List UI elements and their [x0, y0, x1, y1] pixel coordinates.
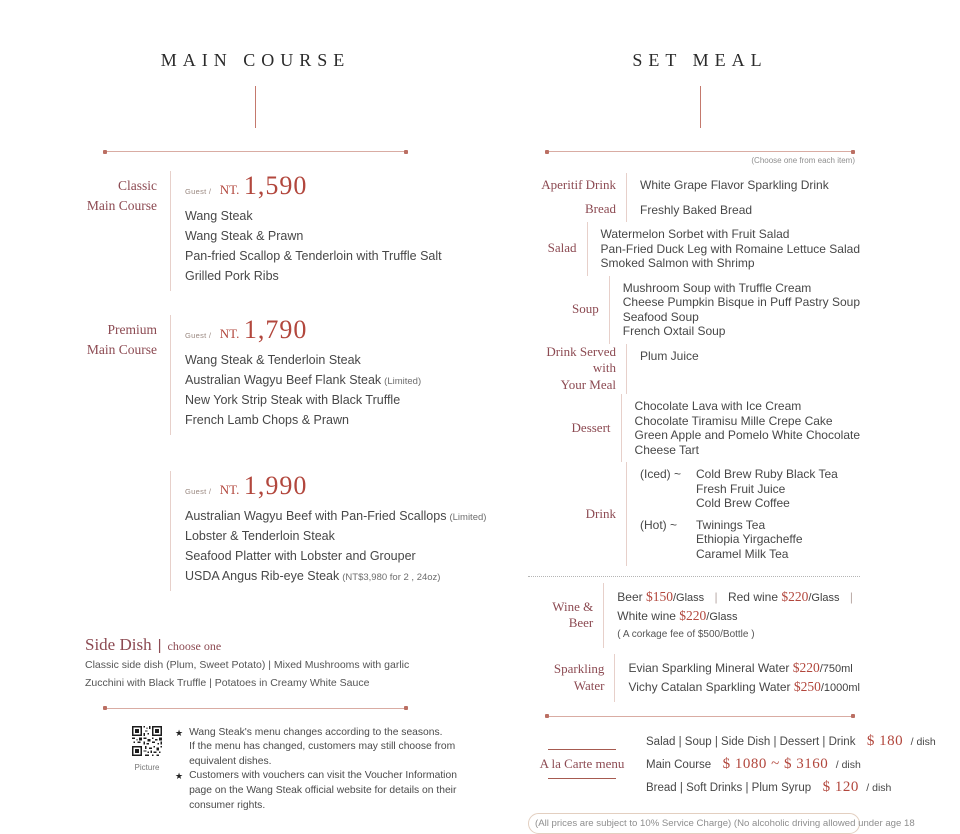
- set-meal-bottom-rule: [545, 716, 855, 717]
- guest-label: Guest /: [185, 187, 212, 196]
- notes-list: [175, 726, 457, 814]
- drink-row: Drink (Iced) ~ Cold Brew Ruby Black Tea Fresh Fruit Juice Cold Brew Coffee (Hot) ~ Twinings Tea Ethiopia Yirgacheffe Caramel Milk Tea: [528, 462, 860, 566]
- menu-item: Cold Brew Ruby Black Tea: [696, 467, 838, 482]
- corkage-note: ( A corkage fee of $500/Bottle ): [617, 629, 755, 641]
- note-text: Customers with vouchers can visit the Voucher Information page on the Wang Steak official website for details on their consumer rights.: [189, 770, 457, 811]
- set-meal-rows: [528, 173, 860, 566]
- menu-item: Grilled Pork Ribs: [185, 269, 279, 283]
- price-line: [185, 171, 487, 207]
- menu-item: Wang Steak & Prawn: [185, 229, 304, 243]
- title-tick: [103, 86, 408, 128]
- menu-item: Lobster & Tenderloin Steak: [185, 529, 335, 543]
- star-icon: ★: [175, 727, 184, 738]
- menu-item: Cold Brew Coffee: [696, 496, 790, 511]
- currency-label: NT.: [219, 482, 240, 497]
- menu-item: New York Strip Steak with Black Truffle: [185, 393, 401, 407]
- menu-item: French Lamb Chops & Prawn: [185, 413, 349, 427]
- menu-item: Smoked Salmon with Shrimp: [600, 256, 755, 270]
- price-line: [185, 315, 487, 351]
- star-icon: ★: [175, 771, 184, 782]
- aperitif-drink-row: Aperitif Drink White Grape Flavor Sparkling Drink: [528, 173, 860, 198]
- wine-line: Beer $150/Glass | Red wine $220/Glass |: [617, 589, 853, 605]
- menu-item: Wang Steak & Tenderloin Steak: [185, 353, 361, 367]
- side-dish-options-line: Zucchini with Black Truffle | Potatoes in Creamy White Sauce: [85, 677, 370, 690]
- premium-main-course-section: [85, 315, 487, 435]
- section-label: [85, 471, 157, 591]
- menu-item: Twinings Tea: [696, 517, 766, 532]
- set-meal-column: [528, 0, 936, 834]
- iced-drinks-group: [640, 467, 860, 511]
- menu-item: Green Apple and Pomelo White Chocolate: [634, 428, 860, 443]
- salad-row: Salad Watermelon Sorbet with Fruit Salad Pan-Fried Duck Leg with Romaine Lettuce Salad Smoked Salmon with Shrimp: [528, 222, 860, 276]
- main-course-sections: [85, 171, 487, 591]
- soup-row: Soup Mushroom Soup with Truffle Cream Cheese Pumpkin Bisque in Puff Pastry Soup Seafood Soup French Oxtail Soup: [528, 276, 860, 344]
- menu-item: Pan-fried Scallop & Tenderloin with Truffle Salt: [185, 249, 442, 263]
- menu-item: White Grape Flavor Sparkling Drink: [640, 178, 829, 192]
- main-course-bottom-rule: [103, 708, 408, 709]
- menu-item: Watermelon Sorbet with Fruit Salad: [600, 227, 790, 241]
- sparkling-water-row: Sparkling Water Evian Sparkling Mineral Water $220/750ml Vichy Catalan Sparkling Water $250/1000ml: [528, 654, 860, 702]
- menu-item: French Oxtail Soup: [622, 324, 726, 338]
- side-dish-section: [85, 635, 487, 692]
- side-dish-options-line: Classic side dish (Plum, Sweet Potato) | Mixed Mushrooms with garlic: [85, 659, 410, 671]
- note-item: [175, 769, 457, 813]
- iced-prefix: (Iced) ~: [640, 467, 682, 482]
- choose-note: (Choose one from each item): [751, 156, 855, 165]
- side-dish-title: Side Dish: [85, 635, 152, 654]
- menu-item: Plum Juice: [640, 348, 699, 363]
- side-dish-heading: [85, 635, 487, 655]
- service-charge-note: (All prices are subject to 10% Service Charge) (No alcoholic driving allowed under age 18: [528, 813, 860, 834]
- footnotes: [130, 726, 487, 814]
- a-la-carte-row: Bread | Soft Drinks | Plum Syrup $ 120 / dish: [646, 778, 892, 795]
- note-item: [175, 726, 457, 770]
- classic-main-course-section: [85, 171, 487, 291]
- wine-line: White wine $220/Glass: [617, 608, 738, 624]
- sparkling-line: Evian Sparkling Mineral Water $220/750ml: [628, 659, 853, 675]
- menu-item: Chocolate Lava with Ice Cream: [634, 399, 802, 414]
- menu-item: Cheese Pumpkin Bisque in Puff Pastry Soup: [622, 295, 860, 309]
- menu-item: Mushroom Soup with Truffle Cream: [622, 280, 812, 295]
- currency-label: NT.: [219, 182, 240, 197]
- side-dish-subtitle: choose one: [167, 639, 222, 653]
- dessert-row: Dessert Chocolate Lava with Ice Cream Chocolate Tiramisu Mille Crepe Cake Green Apple and Pomelo White Chocolate Cheese Tart: [528, 394, 860, 462]
- sparkling-line: Vichy Catalan Sparkling Water $250/1000ml: [628, 678, 860, 694]
- menu-item: USDA Angus Rib-eye Steak (NT$3,980 for 2 , 24oz): [185, 569, 441, 583]
- qr-block: [130, 726, 164, 814]
- a-la-carte-label-block: [528, 743, 636, 785]
- menu-item: Fresh Fruit Juice: [696, 481, 786, 496]
- a-la-carte-section: [528, 727, 936, 801]
- a-la-carte-rows: [636, 727, 936, 801]
- price-amount: 1,590: [243, 171, 308, 200]
- main-course-top-rule: [103, 151, 408, 152]
- menu-item: Caramel Milk Tea: [696, 546, 789, 561]
- set-meal-title: SET MEAL: [632, 50, 768, 70]
- hot-prefix: (Hot) ~: [640, 517, 678, 532]
- section-body: [170, 171, 487, 291]
- title-tick: [545, 86, 855, 128]
- section-body: [170, 315, 487, 435]
- hot-drinks-group: [640, 518, 860, 562]
- a-la-carte-row: Main Course $ 1080 ~ $ 3160 / dish: [646, 755, 861, 772]
- main-course-title: MAIN COURSE: [160, 50, 351, 70]
- menu-item: Pan-Fried Duck Leg with Romaine Lettuce Salad: [600, 241, 860, 256]
- menu-item: Chocolate Tiramisu Mille Crepe Cake: [634, 413, 833, 428]
- label-bottom-line: [548, 778, 616, 779]
- menu-item: Australian Wagyu Beef with Pan-Fried Scallops (Limited): [185, 509, 487, 523]
- menu-item: Australian Wagyu Beef Flank Steak (Limited): [185, 373, 422, 387]
- menu-item: Wang Steak: [185, 209, 253, 223]
- qr-code-icon: [132, 726, 162, 756]
- section-label: Classic Main Course: [86, 178, 157, 213]
- note-text: Wang Steak's menu changes according to the seasons. If the menu has changed, customers may still choose from equivalent dishes.: [189, 726, 456, 767]
- label-top-line: [548, 749, 616, 750]
- side-dish-separator: |: [157, 637, 162, 654]
- wine-beer-row: Wine & Beer Beer $150/Glass | Red wine $220/Glass | White wine $220/Glass ( A corkage fee of $500/Bottle ): [528, 583, 860, 648]
- guest-label: Guest /: [185, 331, 212, 340]
- meal-drink-row: Drink Served with Your Meal Plum Juice: [528, 344, 860, 395]
- menu-item: Seafood Soup: [622, 309, 699, 324]
- top-main-course-section: [85, 471, 487, 591]
- dotted-divider: [528, 576, 860, 577]
- menu-item: Freshly Baked Bread: [640, 202, 753, 217]
- bread-row: Bread Freshly Baked Bread: [528, 198, 860, 223]
- set-meal-top-rule: [545, 151, 855, 152]
- price-amount: 1,990: [243, 471, 308, 500]
- menu-item: Ethiopia Yirgacheffe: [696, 532, 803, 547]
- a-la-carte-row: Salad | Soup | Side Dish | Dessert | Drink $ 180 / dish: [646, 732, 936, 749]
- section-label: Premium Main Course: [86, 322, 157, 357]
- currency-label: NT.: [219, 326, 240, 341]
- guest-label: Guest /: [185, 487, 212, 496]
- a-la-carte-label: A la Carte menu: [539, 755, 625, 771]
- menu-item: Seafood Platter with Lobster and Grouper: [185, 549, 416, 563]
- main-course-column: [85, 0, 487, 813]
- price-line: [185, 471, 487, 507]
- section-body: [170, 471, 487, 591]
- qr-caption: Picture: [134, 762, 160, 772]
- price-amount: 1,790: [243, 315, 308, 344]
- menu-item: Cheese Tart: [634, 442, 700, 457]
